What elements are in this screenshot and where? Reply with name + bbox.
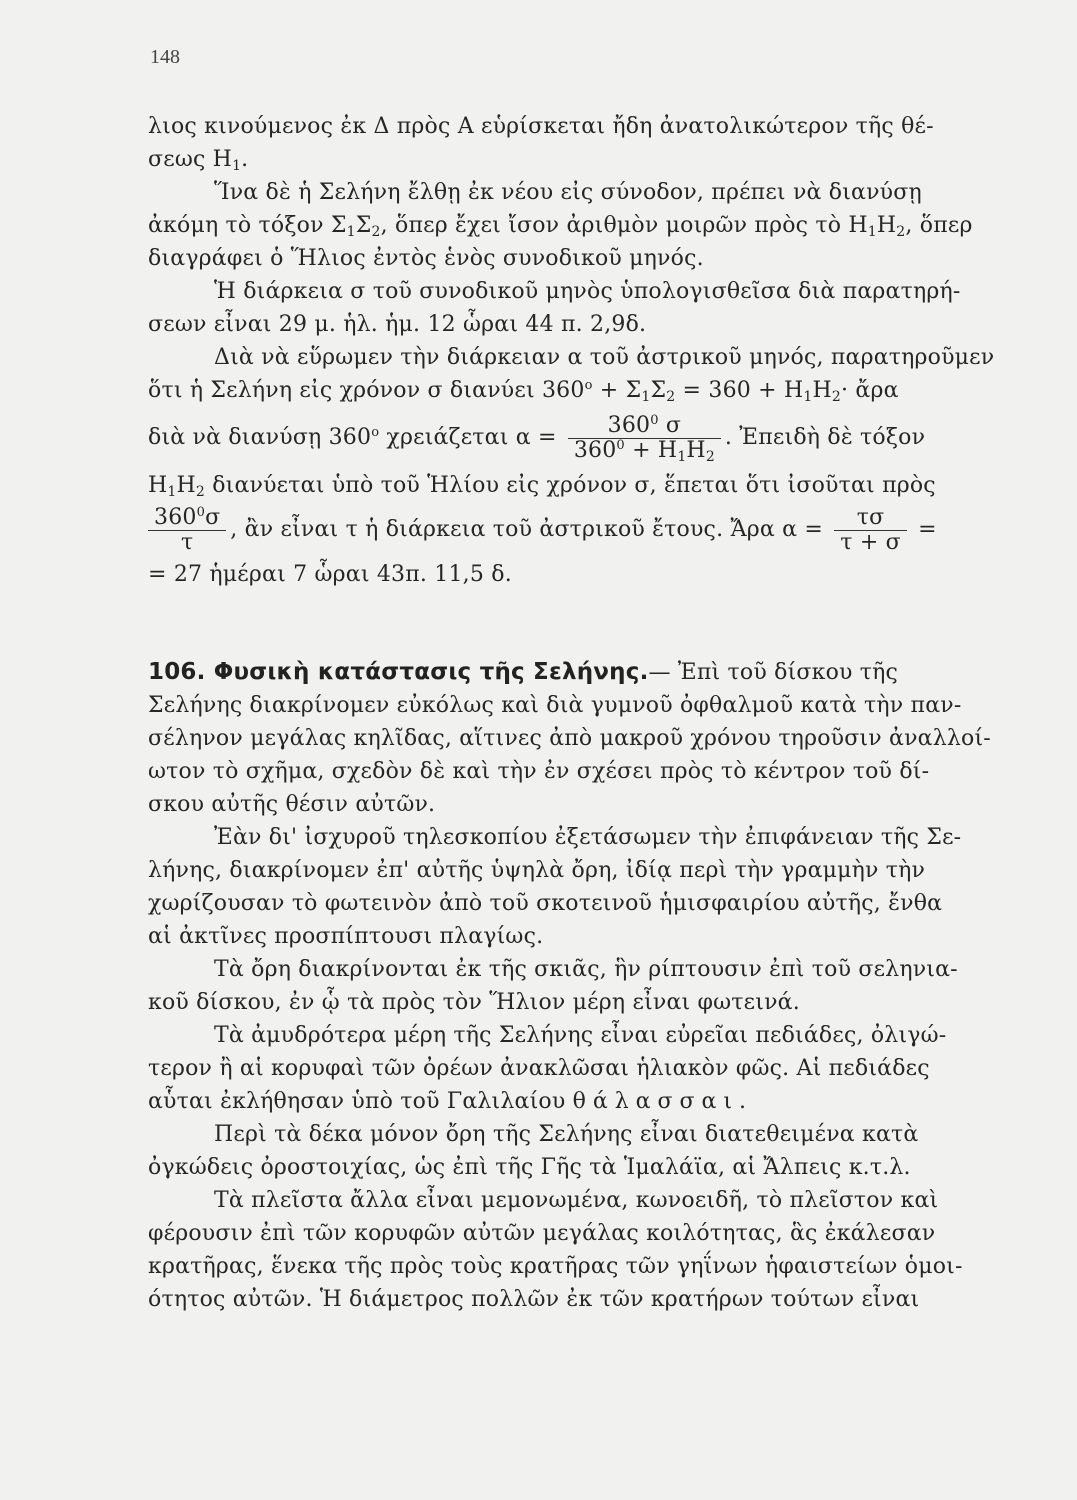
text-line: αὗται ἐκλήθησαν ὑπὸ τοῦ Γαλιλαίου θάλασσαι.	[148, 1089, 754, 1114]
text-line: κρατῆρας, ἕνεκα τῆς πρὸς τοὺς κρατῆρας τῶν γηΐνων ἡφαιστείων ὁμοι-	[148, 1254, 963, 1279]
formula-line: $\frac{360^0\sigma}{\tau}$ , ἂν εἶναι τ ἡ διάρκεια τοῦ ἀστρικοῦ ἔτους. Ἄρα α = $\frac{\tau\sigma}{\tau + \sigma}$ =	[148, 502, 1000, 558]
text-line: λιος κινούμενος ἐκ Δ πρὸς Α εὑρίσκεται ἤδη ἀνατολικώτερον τῆς θέ-	[148, 114, 934, 139]
text-line: ότητος αὐτῶν. Ἡ διάμετρος πολλῶν ἐκ τῶν κρατήρων τούτων εἶναι	[148, 1287, 920, 1312]
spaced-term: θάλασσαι.	[572, 1089, 754, 1114]
paragraph-start: Τὰ ἀμυδρότερα μέρη τῆς Σελήνης εἶναι εὐρεῖαι πεδιάδες, ὀλιγώ-	[214, 1023, 947, 1048]
text-line: $H_1H_2$ διανύεται ὑπὸ τοῦ Ἡλίου εἰς χρόνον σ, ἕπεται ὅτι ἰσοῦται πρὸς	[148, 473, 936, 500]
text-line: διαγράφει ὁ Ἥλιος ἐντὸς ἑνὸς συνοδικοῦ μηνός.	[148, 246, 704, 271]
paragraph-start: Περὶ τὰ δέκα μόνον ὄρη τῆς Σελήνης εἶναι διατεθειμένα κατὰ	[214, 1122, 919, 1147]
paragraph-start: Ἵνα δὲ ἡ Σελήνη ἔλθῃ ἐκ νέου εἰς σύνοδον, πρέπει νὰ διανύσῃ	[214, 180, 922, 205]
text-line: ωτον τὸ σχῆμα, σχεδὸν δὲ καὶ τὴν ἐν σχέσει πρὸς τὸ κέντρον τοῦ δί-	[148, 759, 930, 784]
text-line: = 27 ἡμέραι 7 ὧραι 43π. 11,5 δ.	[148, 562, 512, 587]
paragraph-start: Ἐὰν δι' ἰσχυροῦ τηλεσκοπίου ἐξετάσωμεν τὴν ἐπιφάνειαν τῆς Σε-	[214, 825, 962, 850]
text-line: ἀκόμη τὸ τόξον $\Sigma_1\Sigma_2$, ὅπερ ἔχει ἴσον ἀριθμὸν μοιρῶν πρὸς τὸ $H_1H_2$, ὅπερ	[148, 213, 973, 240]
text-line: αἱ ἀκτῖνες προσπίπτουσι πλαγίως.	[148, 924, 544, 949]
text-line: ὀγκώδεις ὀροστοιχίας, ὡς ἐπὶ τῆς Γῆς τὰ Ἱμαλάϊα, αἱ Ἄλπεις κ.τ.λ.	[148, 1155, 911, 1180]
derivation-block	[148, 110, 1000, 591]
paragraph-start: Ἡ διάρκεια σ τοῦ συνοδικοῦ μηνὸς ὑπολογισθεῖσα διὰ παρατηρή-	[214, 279, 961, 304]
section-heading: 106. Φυσικὴ κατάστασις τῆς Σελήνης.	[148, 659, 649, 685]
text-line: φέρουσιν ἐπὶ τῶν κορυφῶν αὐτῶν μεγάλας κοιλότητας, ἃς ἐκάλεσαν	[148, 1221, 936, 1246]
text-line: λήνης, διακρίνομεν ἐπ' αὐτῆς ὑψηλὰ ὄρη, ἰδίᾳ περὶ τὴν γραμμὴν τὴν	[148, 858, 926, 883]
text-line: κοῦ δίσκου, ἐν ᾧ τὰ πρὸς τὸν Ἥλιον μέρη εἶναι φωτεινά.	[148, 990, 800, 1015]
fraction: $\frac{360^0 \sigma}{360^0 + H_1H_2}$	[568, 414, 721, 463]
page-number: 148	[150, 46, 180, 68]
fraction: $\frac{\tau\sigma}{\tau + \sigma}$	[834, 506, 907, 555]
paragraph-start: Διὰ νὰ εὕρωμεν τὴν διάρκειαν α τοῦ ἀστρικοῦ μηνός, παρατηροῦμεν	[214, 345, 995, 370]
formula-line: διὰ νὰ διανύσῃ $360^o$ χρειάζεται α = $\frac{360^0 \sigma}{360^0 + H_1H_2}$ . Ἐπειδὴ δὲ τόξον	[148, 412, 926, 465]
paragraph-start: Τὰ ὄρη διακρίνονται ἐκ τῆς σκιᾶς, ἣν ρίπτουσιν ἐπὶ τοῦ σεληνια-	[214, 957, 958, 982]
text-line: Σελήνης διακρίνομεν εὐκόλως καὶ διὰ γυμνοῦ ὀφθαλμοῦ κατὰ τὴν παν-	[148, 693, 962, 718]
text-line: ὅτι ἡ Σελήνη εἰς χρόνον σ διανύει $360^o + \Sigma_1\Sigma_2 = 360 + H_1H_2\cdot$ ἄρα	[148, 378, 899, 405]
text-line: σκου αὐτῆς θέσιν αὐτῶν.	[148, 792, 436, 817]
paragraph-start: Τὰ πλεῖστα ἄλλα εἶναι μεμονωμένα, κωνοειδῆ, τὸ πλεῖστον καὶ	[214, 1188, 939, 1213]
text-line: σεων εἶναι 29 μ. ἡλ. ἡμ. 12 ὧραι 44 π. 2,9δ.	[148, 312, 647, 337]
fraction: $\frac{360^0\sigma}{\tau}$	[148, 506, 226, 555]
text-line: 106. Φυσικὴ κατάστασις τῆς Σελήνης.— Ἐπὶ τοῦ δίσκου τῆς	[148, 659, 899, 685]
text-line: τερον ἢ αἱ κορυφαὶ τῶν ὀρέων ἀνακλῶσαι ἡλιακὸν φῶς. Αἱ πεδιάδες	[148, 1056, 930, 1081]
text-line: σέληνον μεγάλας κηλῖδας, αἵτινες ἀπὸ μακροῦ χρόνου τηροῦσιν ἀναλλοί-	[148, 726, 991, 751]
text-line: σεως $H_1$.	[148, 147, 249, 174]
section-106	[148, 656, 1000, 1316]
text-line: χωρίζουσαν τὸ φωτεινὸν ἀπὸ τοῦ σκοτεινοῦ ἡμισφαιρίου αὐτῆς, ἔνθα	[148, 891, 943, 916]
